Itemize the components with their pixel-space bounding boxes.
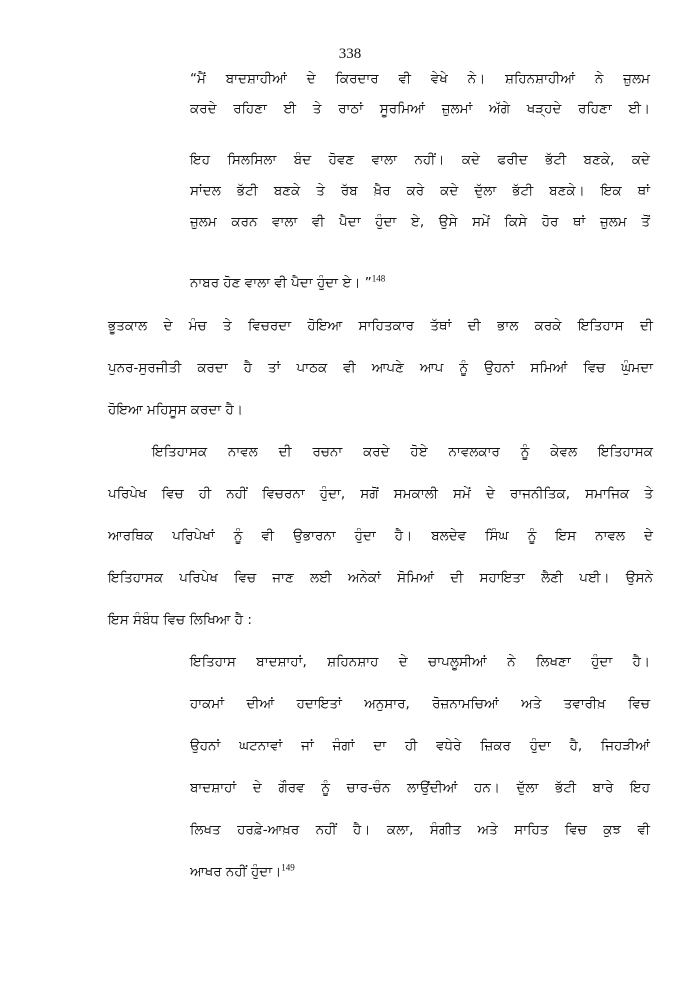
quote2-line: ਬਾਦਸ਼ਾਹਾਂ ਦੇ ਗੌਰਵ ਨੂੰ ਚਾਰ-ਚੰਨ ਲਾਉਂਦੀਆਂ ਹਨ। ਦੁੱਲਾ ਭੱਟੀ ਬਾਰੇ ਇਹ [190,780,650,796]
quote1-line: “ਮੈਂ ਬਾਦਸ਼ਾਹੀਆਂ ਦੇ ਕਿਰਦਾਰ ਵੀ ਵੇਖੇ ਨੇ। ਸ਼ਹਿਨਸ਼ਾਹੀਆਂ ਨੇ ਜ਼ੁਲਮ [190,71,650,87]
quote1-line: ਸਾਂਦਲ ਭੱਟੀ ਬਣਕੇ ਤੇ ਰੱਬ ਖ਼ੈਰ ਕਰੇ ਕਦੇ ਦੁੱਲਾ ਭੱਟੀ ਬਣਕੇ। ਇਕ ਥਾਂ [190,183,650,199]
footnote-ref-149: 149 [281,862,295,873]
quote1-line: ਇਹ ਸਿਲਸਿਲਾ ਬੰਦ ਹੋਵਣ ਵਾਲਾ ਨਹੀਂ। ਕਦੇ ਫਰੀਦ ਭੱਟੀ ਬਣਕੇ, ਕਦੇ [190,152,650,168]
page-number: 338 [338,46,362,62]
paragraph2-line: ਆਰਥਿਕ ਪਰਿਪੇਖਾਂ ਨੂੰ ਵੀ ਉਭਾਰਨਾ ਹੁੰਦਾ ਹੈ। ਬਲਦੇਵ ਸਿੰਘ ਨੂੰ ਇਸ ਨਾਵਲ ਦੇ [108,528,653,544]
footnote-ref-148: 148 [371,273,386,284]
quote2-line: ਉਹਨਾਂ ਘਟਨਾਵਾਂ ਜਾਂ ਜੰਗਾਂ ਦਾ ਹੀ ਵਧੇਰੇ ਜ਼ਿਕਰ ਹੁੰਦਾ ਹੈ, ਜਿਹੜੀਆਂ [190,738,650,754]
quote2-last-line [190,861,650,883]
quote2-line: ਇਤਿਹਾਸ ਬਾਦਸ਼ਾਹਾਂ, ਸ਼ਹਿਨਸ਼ਾਹ ਦੇ ਚਾਪਲੂਸੀਆਂ ਨੇ ਲਿਖਣਾ ਹੁੰਦਾ ਹੈ। [190,654,650,670]
quote2-line: ਹਾਕਮਾਂ ਦੀਆਂ ਹਦਾਇਤਾਂ ਅਨੁਸਾਰ, ਰੋਜ਼ਨਾਮਚਿਆਂ ਅਤੇ ਤਵਾਰੀਖ਼ ਵਿਚ [190,696,650,712]
paragraph2-line: ਇਤਿਹਾਸਕ ਪਰਿਪੇਖ ਵਿਚ ਜਾਣ ਲਈ ਅਨੇਕਾਂ ਸੋਮਿਆਂ ਦੀ ਸਹਾਇਤਾ ਲੈਣੀ ਪਈ। ਉਸਨੇ [108,570,653,586]
paragraph1-line: ਪੁਨਰ-ਸੁਰਜੀਤੀ ਕਰਦਾ ਹੈ ਤਾਂ ਪਾਠਕ ਵੀ ਆਪਣੇ ਆਪ ਨੂੰ ਉਹਨਾਂ ਸਮਿਆਂ ਵਿਚ ਘੁੰਮਦਾ [108,360,653,376]
quote1-line: ਜ਼ੁਲਮ ਕਰਨ ਵਾਲਾ ਵੀ ਪੈਦਾ ਹੁੰਦਾ ਏ, ਉਸੇ ਸਮੇਂ ਕਿਸੇ ਹੋਰ ਥਾਂ ਜ਼ੁਲਮ ਤੋਂ [190,214,650,230]
quote1-line: ਕਰਦੇ ਰਹਿਣਾ ਈ ਤੇ ਰਾਠਾਂ ਸੂਰਮਿਆਂ ਜ਼ੁਲਮਾਂ ਅੱਗੇ ਖੜ੍ਹਦੇ ਰਹਿਣਾ ਈ। [190,101,650,117]
quote2-last-text: ਆਖਰ ਨਹੀਂ ਹੁੰਦਾ। [190,864,282,880]
quote2-line: ਲਿਖਤ ਹਰਫ਼ੇ-ਆਖ਼ਰ ਨਹੀਂ ਹੈ। ਕਲਾ, ਸੰਗੀਤ ਅਤੇ ਸਾਹਿਤ ਵਿਚ ਕੁਝ ਵੀ [190,822,650,838]
quote1-last-text: ਨਾਬਰ ਹੋਣ ਵਾਲਾ ਵੀ ਪੈਦਾ ਹੁੰਦਾ ਏ। ” [190,275,372,291]
quote1-last-line [190,272,650,294]
paragraph2-last-line: ਇਸ ਸੰਬੰਧ ਵਿਚ ਲਿਖਿਆ ਹੈ : [108,612,252,628]
paragraph2-line: ਪਰਿਪੇਖ ਵਿਚ ਹੀ ਨਹੀਂ ਵਿਚਰਨਾ ਹੁੰਦਾ, ਸਗੋਂ ਸਮਕਾਲੀ ਸਮੇਂ ਦੇ ਰਾਜਨੀਤਿਕ, ਸਮਾਜਿਕ ਤੇ [108,486,653,502]
paragraph2-first-line: ਇਤਿਹਾਸਕ ਨਾਵਲ ਦੀ ਰਚਨਾ ਕਰਦੇ ਹੋਏ ਨਾਵਲਕਾਰ ਨੂੰ ਕੇਵਲ ਇਤਿਹਾਸਕ [152,444,653,460]
paragraph1-last-line: ਹੋਇਆ ਮਹਿਸੂਸ ਕਰਦਾ ਹੈ। [108,402,243,418]
paragraph1-line: ਭੂਤਕਾਲ ਦੇ ਮੰਚ ਤੇ ਵਿਚਰਦਾ ਹੋਇਆ ਸਾਹਿਤਕਾਰ ਤੱਥਾਂ ਦੀ ਭਾਲ ਕਰਕੇ ਇਤਿਹਾਸ ਦੀ [108,318,653,334]
